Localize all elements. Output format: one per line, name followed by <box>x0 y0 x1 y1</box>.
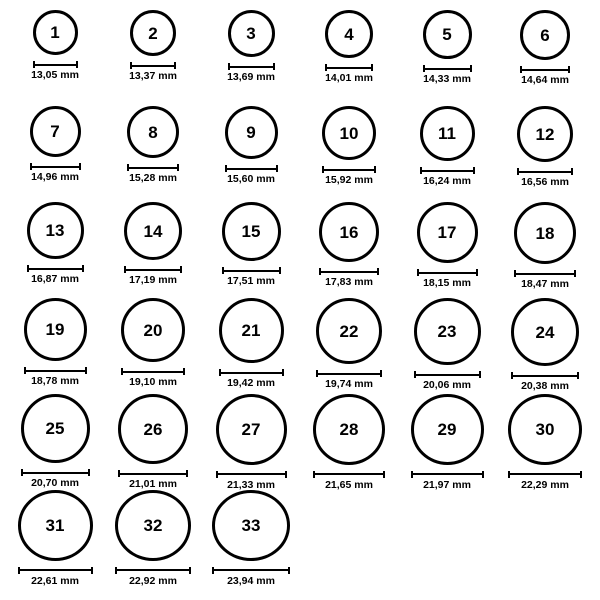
ring-size-label: 32 <box>143 515 163 535</box>
ring-dimension <box>31 61 79 81</box>
ring-circle <box>216 394 287 465</box>
ring-circle <box>33 10 78 55</box>
ring-dimension <box>511 372 579 392</box>
ring-size-cell <box>398 202 496 298</box>
ring-size-label: 15 <box>241 222 261 241</box>
ring-circle <box>225 106 278 159</box>
ring-circle <box>27 202 84 259</box>
ring-dimension <box>24 367 87 387</box>
ring-dimension <box>30 163 81 183</box>
measure-bar-icon <box>121 368 185 375</box>
ring-size-cell <box>104 106 202 202</box>
ring-circle <box>420 106 475 161</box>
ring-diameter-label: 22,29 mm <box>521 478 569 491</box>
ring-size-cell <box>300 298 398 394</box>
measure-bar-icon <box>24 367 87 374</box>
ring-size-cell <box>300 394 398 490</box>
ring-size-cell <box>398 10 496 106</box>
ring-circle <box>520 10 570 60</box>
ring-diameter-label: 15,60 mm <box>227 173 275 185</box>
ring-diameter-label: 21,65 mm <box>325 478 373 491</box>
ring-diameter-label: 16,87 mm <box>31 273 79 285</box>
measure-bar-icon <box>212 567 290 574</box>
ring-circle <box>313 394 385 465</box>
ring-circle <box>517 106 573 162</box>
ring-diameter-label: 18,47 mm <box>521 278 569 290</box>
ring-circle <box>423 10 472 59</box>
measure-bar-icon <box>219 369 284 376</box>
ring-circle <box>115 490 191 561</box>
measure-bar-icon <box>508 471 582 478</box>
ring-dimension <box>411 471 484 491</box>
ring-size-label: 27 <box>241 419 261 439</box>
ring-dimension <box>222 267 281 287</box>
ring-diameter-label: 21,97 mm <box>423 478 471 491</box>
measure-bar-icon <box>411 471 484 478</box>
ring-size-grid <box>6 10 594 586</box>
ring-dimension <box>127 164 179 184</box>
ring-circle <box>18 490 93 561</box>
ring-size-cell <box>6 394 104 490</box>
ring-size-cell <box>6 106 104 202</box>
ring-size-label: 19 <box>45 320 65 339</box>
ring-dimension <box>225 165 278 185</box>
ring-circle <box>121 298 185 362</box>
ring-diameter-label: 14,01 mm <box>325 72 373 84</box>
ring-dimension <box>414 371 481 391</box>
ring-diameter-label: 21,33 mm <box>227 478 275 491</box>
measure-bar-icon <box>228 63 275 70</box>
measure-bar-icon <box>514 270 576 277</box>
measure-bar-icon <box>27 265 84 272</box>
ring-dimension <box>118 470 188 490</box>
ring-circle <box>508 394 582 465</box>
ring-diameter-label: 16,56 mm <box>521 176 569 188</box>
measure-bar-icon <box>417 269 478 276</box>
ring-dimension <box>21 469 90 489</box>
ring-diameter-label: 23,94 mm <box>227 574 275 587</box>
measure-bar-icon <box>319 268 379 275</box>
ring-dimension <box>129 62 177 82</box>
ring-size-cell <box>104 10 202 106</box>
ring-circle <box>511 298 579 366</box>
ring-size-label: 7 <box>50 122 60 141</box>
ring-size-label: 24 <box>535 322 555 342</box>
ring-diameter-label: 13,05 mm <box>31 69 79 81</box>
ring-diameter-label: 17,19 mm <box>129 274 177 286</box>
ring-dimension <box>417 269 478 289</box>
ring-diameter-label: 14,64 mm <box>521 74 569 86</box>
ring-dimension <box>508 471 582 491</box>
ring-circle <box>118 394 188 464</box>
measure-bar-icon <box>18 567 93 574</box>
measure-bar-icon <box>124 266 182 273</box>
ring-size-cell <box>496 106 594 202</box>
ring-size-label: 33 <box>241 515 261 535</box>
ring-size-label: 12 <box>535 124 555 144</box>
ring-size-cell <box>300 202 398 298</box>
ring-diameter-label: 18,15 mm <box>423 277 471 289</box>
ring-circle <box>219 298 284 363</box>
ring-circle <box>127 106 179 158</box>
measure-bar-icon <box>325 64 373 71</box>
ring-diameter-label: 14,96 mm <box>31 171 79 183</box>
ring-circle <box>322 106 376 160</box>
ring-circle <box>417 202 478 263</box>
ring-size-cell <box>104 394 202 490</box>
ring-circle <box>411 394 484 465</box>
ring-dimension <box>18 567 93 587</box>
ring-size-label: 23 <box>437 322 457 341</box>
ring-size-cell <box>6 298 104 394</box>
ring-dimension <box>212 567 290 587</box>
ring-size-label: 20 <box>143 320 163 340</box>
ring-dimension <box>316 370 382 390</box>
ring-size-cell <box>202 202 300 298</box>
ring-size-cell <box>300 10 398 106</box>
ring-size-cell <box>202 490 300 586</box>
ring-circle <box>228 10 275 57</box>
ring-circle <box>124 202 182 260</box>
ring-diameter-label: 20,06 mm <box>423 379 471 391</box>
ring-size-label: 8 <box>148 122 158 142</box>
ring-dimension <box>325 64 373 84</box>
ring-diameter-label: 17,51 mm <box>227 275 275 287</box>
measure-bar-icon <box>420 167 475 174</box>
measure-bar-icon <box>414 371 481 378</box>
ring-size-label: 2 <box>148 23 158 43</box>
ring-dimension <box>319 268 379 288</box>
ring-size-label: 16 <box>339 222 359 242</box>
ring-size-label: 4 <box>344 24 354 44</box>
ring-diameter-label: 14,33 mm <box>423 73 471 85</box>
ring-dimension <box>322 166 376 186</box>
ring-size-cell <box>104 298 202 394</box>
ring-size-label: 14 <box>143 221 163 241</box>
ring-size-cell <box>202 10 300 106</box>
ring-size-label: 13 <box>45 221 65 240</box>
ring-size-label: 3 <box>246 24 256 43</box>
ring-size-label: 29 <box>437 419 457 439</box>
ring-diameter-label: 20,38 mm <box>521 380 569 392</box>
measure-bar-icon <box>216 471 287 478</box>
ring-circle <box>414 298 481 365</box>
ring-size-cell <box>202 106 300 202</box>
ring-diameter-label: 20,70 mm <box>31 477 79 489</box>
ring-size-label: 5 <box>442 25 452 44</box>
ring-diameter-label: 21,01 mm <box>129 478 177 490</box>
ring-size-label: 21 <box>241 321 261 340</box>
ring-diameter-label: 19,42 mm <box>227 377 275 389</box>
ring-size-label: 11 <box>438 124 456 143</box>
ring-size-label: 28 <box>339 419 359 439</box>
ring-diameter-label: 13,37 mm <box>129 70 177 82</box>
ring-size-cell <box>496 394 594 490</box>
ring-diameter-label: 13,69 mm <box>227 71 275 83</box>
ring-dimension <box>216 471 287 491</box>
ring-circle <box>319 202 379 262</box>
ring-size-cell <box>398 298 496 394</box>
ring-diameter-label: 22,61 mm <box>31 574 79 587</box>
ring-size-cell <box>202 394 300 490</box>
ring-diameter-label: 18,78 mm <box>31 375 79 387</box>
ring-circle <box>24 298 87 361</box>
measure-bar-icon <box>127 164 179 171</box>
ring-circle <box>21 394 90 463</box>
ring-dimension <box>313 471 385 491</box>
ring-diameter-label: 15,92 mm <box>325 174 373 186</box>
ring-diameter-label: 17,83 mm <box>325 276 373 288</box>
ring-size-cell <box>6 202 104 298</box>
ring-dimension <box>420 167 475 187</box>
measure-bar-icon <box>520 66 570 73</box>
measure-bar-icon <box>115 567 191 574</box>
ring-dimension <box>423 65 472 85</box>
ring-size-label: 10 <box>339 123 359 143</box>
ring-size-label: 6 <box>540 25 550 45</box>
ring-size-label: 17 <box>437 223 457 242</box>
ring-dimension <box>219 369 284 389</box>
measure-bar-icon <box>225 165 278 172</box>
ring-size-label: 22 <box>339 321 359 341</box>
ring-size-label: 18 <box>535 223 555 243</box>
measure-bar-icon <box>222 267 281 274</box>
ring-size-cell <box>300 106 398 202</box>
ring-size-label: 1 <box>50 23 60 42</box>
ring-size-label: 26 <box>143 419 163 439</box>
ring-circle <box>316 298 382 364</box>
ring-dimension <box>121 368 185 388</box>
measure-bar-icon <box>322 166 376 173</box>
measure-bar-icon <box>130 62 176 69</box>
ring-diameter-label: 15,28 mm <box>129 172 177 184</box>
ring-size-cell <box>496 202 594 298</box>
measure-bar-icon <box>30 163 81 170</box>
ring-diameter-label: 19,74 mm <box>325 378 373 390</box>
ring-dimension <box>27 265 84 285</box>
measure-bar-icon <box>21 469 90 476</box>
ring-size-cell <box>104 490 202 586</box>
ring-size-cell <box>496 298 594 394</box>
measure-bar-icon <box>517 168 573 175</box>
ring-diameter-label: 16,24 mm <box>423 175 471 187</box>
measure-bar-icon <box>316 370 382 377</box>
ring-dimension <box>514 270 576 290</box>
ring-size-label: 30 <box>535 419 555 439</box>
ring-dimension <box>227 63 275 83</box>
ring-circle <box>514 202 576 264</box>
measure-bar-icon <box>511 372 579 379</box>
ring-size-label: 31 <box>45 515 65 535</box>
ring-size-cell <box>398 394 496 490</box>
ring-size-cell <box>202 298 300 394</box>
ring-dimension <box>124 266 182 286</box>
ring-diameter-label: 19,10 mm <box>129 376 177 388</box>
ring-circle <box>130 10 176 56</box>
measure-bar-icon <box>118 470 188 477</box>
ring-size-cell <box>398 106 496 202</box>
ring-size-cell <box>496 10 594 106</box>
ring-circle <box>222 202 281 261</box>
ring-dimension <box>115 567 191 587</box>
measure-bar-icon <box>313 471 385 478</box>
ring-dimension <box>517 168 573 188</box>
ring-size-cell <box>6 10 104 106</box>
ring-diameter-label: 22,92 mm <box>129 574 177 587</box>
ring-dimension <box>520 66 570 86</box>
ring-size-label: 25 <box>45 419 65 438</box>
ring-size-cell <box>6 490 104 586</box>
ring-size-cell <box>104 202 202 298</box>
ring-circle <box>30 106 81 157</box>
ring-size-label: 9 <box>246 123 256 142</box>
measure-bar-icon <box>423 65 472 72</box>
ring-circle <box>325 10 373 58</box>
ring-circle <box>212 490 290 561</box>
measure-bar-icon <box>33 61 78 68</box>
